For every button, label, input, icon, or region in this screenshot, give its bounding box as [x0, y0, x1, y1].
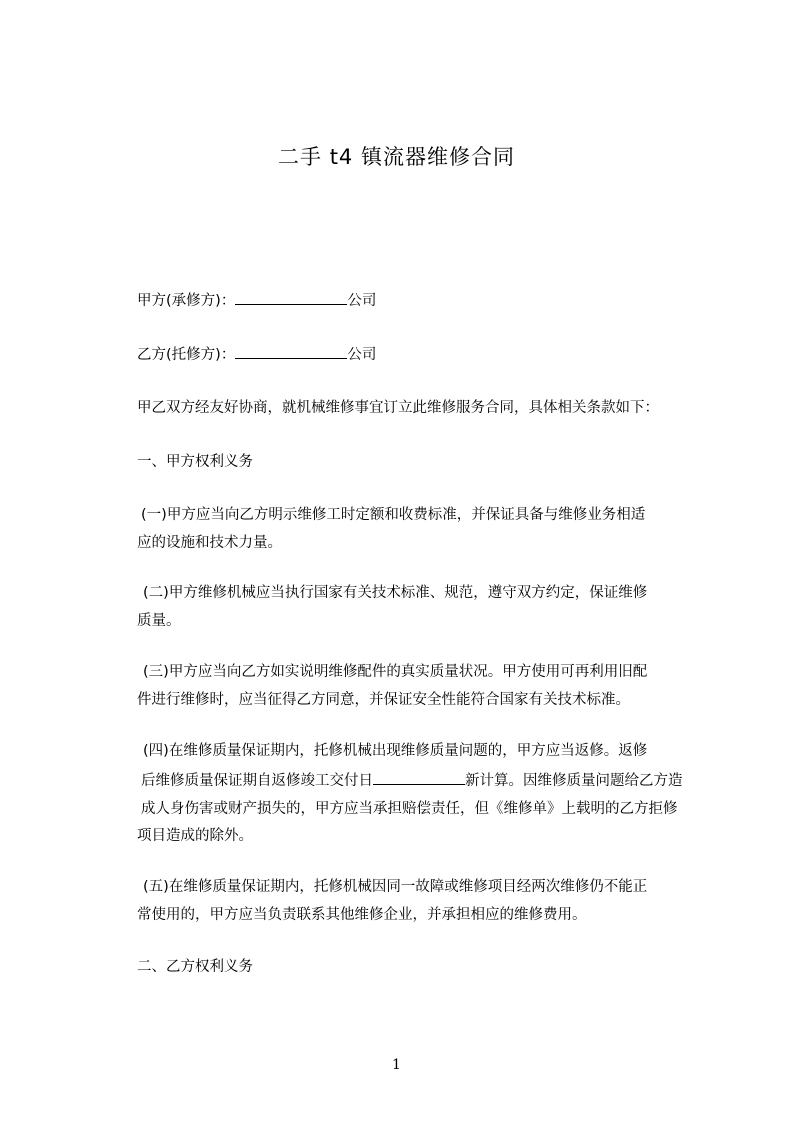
completion-date-blank — [373, 770, 465, 785]
party-b-blank — [235, 344, 347, 359]
page-number: 1 — [392, 1057, 401, 1073]
section2-heading: 二、乙方权利义务 — [137, 959, 253, 975]
party-a-label: 甲方(承修方)： — [137, 293, 236, 309]
party-a-suffix: 公司 — [347, 293, 377, 309]
section1-heading: 一、甲方权利义务 — [137, 454, 253, 470]
clause1-line2: 应的设施和技术力量。 — [137, 535, 282, 551]
clause1-line1: (一)甲方应当向乙方明示维修工时定额和收费标准，并保证具备与维修业务相适 — [141, 507, 646, 523]
clause4-line2-before: 后维修质量保证期自返修竣工交付日 — [141, 773, 373, 789]
party-a-blank — [235, 290, 347, 305]
page-title: 二手 t4 镇流器维修合同 — [278, 145, 515, 169]
clause4-line3: 成人身伤害或财产损失的，甲方应当承担赔偿责任，但《维修单》上载明的乙方拒修 — [141, 801, 678, 817]
clause2-line2: 质量。 — [137, 613, 181, 629]
clause4-line1: (四)在维修质量保证期内，托修机械出现维修质量问题的，甲方应当返修。返修 — [143, 743, 648, 759]
party-a-line — [137, 290, 376, 311]
clause5-line2: 常使用的，甲方应当负责联系其他维修企业，并承担相应的维修费用。 — [137, 907, 587, 923]
clause3-line2: 件进行维修时，应当征得乙方同意，并保证安全性能符合国家有关技术标准。 — [137, 692, 630, 708]
clause5-line1: (五)在维修质量保证期内，托修机械因同一故障或维修项目经两次维修仍不能正 — [143, 879, 648, 895]
party-b-label: 乙方(托修方)： — [137, 347, 236, 363]
party-b-line — [137, 344, 376, 365]
clause4-line2 — [141, 770, 683, 791]
clause2-line1: (二)甲方维修机械应当执行国家有关技术标准、规范，遵守双方约定，保证维修 — [143, 585, 648, 601]
intro-paragraph: 甲乙双方经友好协商，就机械维修事宜订立此维修服务合同，具体相关条款如下： — [137, 400, 659, 416]
clause4-line2-after: 新计算。因维修质量问题给乙方造 — [465, 773, 683, 789]
clause3-line1: (三)甲方应当向乙方如实说明维修配件的真实质量状况。甲方使用可再利用旧配 — [143, 664, 648, 680]
clause4-line4: 项目造成的除外。 — [137, 828, 253, 844]
party-b-suffix: 公司 — [347, 347, 377, 363]
